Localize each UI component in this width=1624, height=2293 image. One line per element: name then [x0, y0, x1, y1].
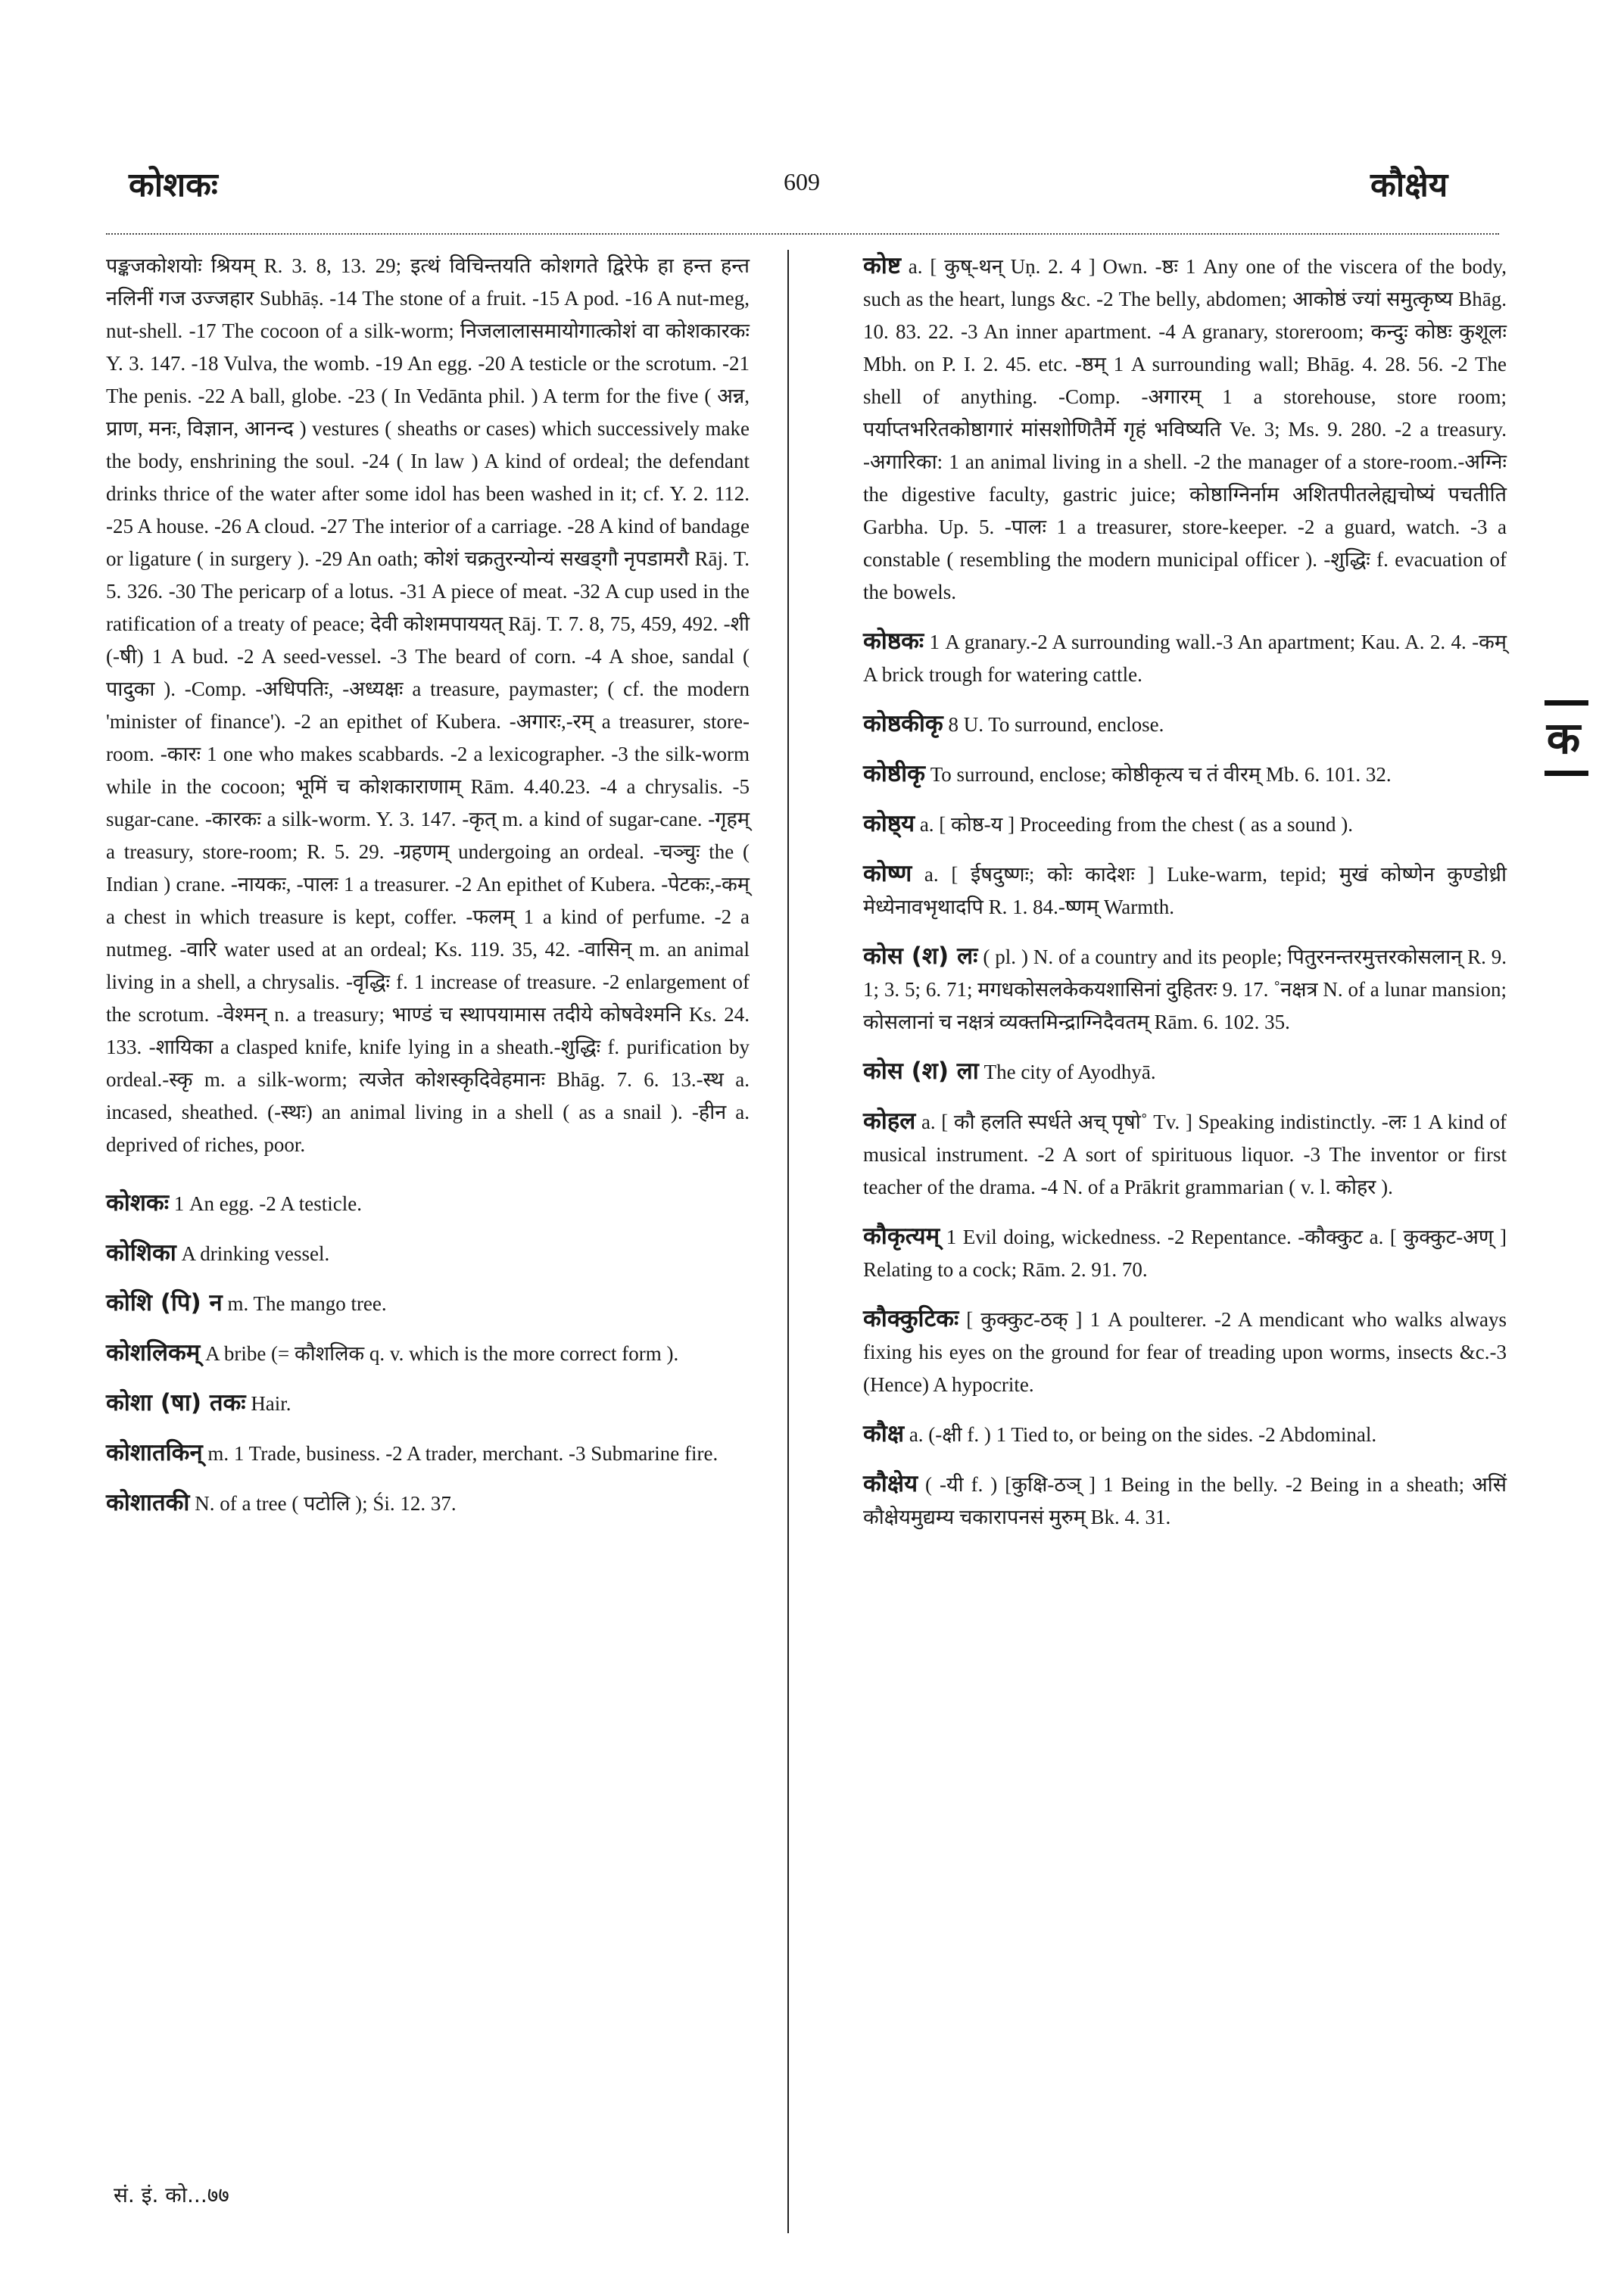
- dictionary-entry: [106, 1337, 750, 1370]
- dictionary-entry: [863, 708, 1507, 741]
- entry-headword: कोष्ठ्य: [863, 810, 915, 837]
- thumb-tab-bar-bottom: [1545, 771, 1588, 776]
- entry-headword: कोशकः: [106, 1189, 169, 1217]
- entry-headword: कोशिका: [106, 1239, 176, 1266]
- dictionary-entry: [863, 1303, 1507, 1401]
- thumb-tab-bar-top: [1545, 700, 1588, 706]
- entry-headword: कोष्ण: [863, 860, 912, 887]
- entry-definition: A drinking vessel.: [176, 1242, 330, 1265]
- dictionary-entry: [863, 858, 1507, 924]
- entry-headword: कोशलिकम्: [106, 1339, 201, 1366]
- dictionary-entry: [106, 1487, 750, 1520]
- entry-definition: 1 An egg. -2 A testicle.: [169, 1192, 362, 1215]
- page-number: 609: [784, 168, 820, 195]
- dictionary-entry: [106, 1387, 750, 1420]
- entry-definition: a. [ कौ हलति स्पर्धते अच् पृषो˚ Tv. ] Speaking indistinctly. -लः 1 A kind of musical instrument. -2 A sort of spirituous liquor. -3 The inventor or first teacher of the drama. -4 N. of a Prākrit grammarian ( v. l. कोहर ).: [863, 1111, 1507, 1198]
- entry-headword: कोस (श) ला: [863, 1058, 979, 1085]
- column-divider: [787, 250, 789, 2233]
- entry-definition: [ कुक्कुट-ठक् ] 1 A poulterer. -2 A mendicant who walks always fixing his eyes on the ground for fear of treading upon worms, insects &c.-3 (Hence) A hypocrite.: [863, 1308, 1507, 1396]
- entry-headword: कौकृत्यम्: [863, 1223, 940, 1250]
- dictionary-entry: [863, 1468, 1507, 1534]
- entry-headword: कोशातकी: [106, 1489, 190, 1516]
- dictionary-entry: [863, 625, 1507, 691]
- header-rule: [106, 233, 1499, 235]
- entry-definition: The city of Ayodhyā.: [978, 1061, 1156, 1083]
- dictionary-entry: [863, 250, 1507, 609]
- dictionary-entry: [863, 1220, 1507, 1286]
- entry-definition: ( -यी f. ) [कुक्षि-ठञ् ] 1 Being in the belly. -2 Being in a sheath; असिं कौक्षेयमुद्यम्य चकारापनसं मुरुम् Bk. 4. 31.: [863, 1473, 1507, 1528]
- entry-headword: कौक्ष: [863, 1420, 905, 1447]
- dictionary-entry: [106, 250, 750, 1161]
- entry-headword: कौक्कुटिकः: [863, 1305, 959, 1332]
- entry-definition: N. of a tree ( पटोलि ); Śi. 12. 37.: [189, 1492, 457, 1515]
- dictionary-entry: [863, 1418, 1507, 1451]
- thumb-tab-letter: क: [1546, 712, 1581, 764]
- entry-definition: a. [ कोष्ठ-य ] Proceeding from the chest ( as a sound ).: [915, 813, 1353, 836]
- dictionary-entry: [106, 1287, 750, 1320]
- running-head-left: कोशकः: [129, 166, 218, 204]
- left-column: [106, 250, 750, 1537]
- dictionary-entry: [106, 1237, 750, 1270]
- running-head-right: कौक्षेय: [1370, 166, 1448, 204]
- entry-headword: कोस (श) लः: [863, 942, 978, 970]
- entry-definition: a. (-क्षी f. ) 1 Tied to, or being on the sides. -2 Abdominal.: [904, 1423, 1377, 1446]
- entry-definition: a. [ कुष्-थन् Uṇ. 2. 4 ] Own. -ष्ठः 1 Any one of the viscera of the body, such as the heart, lungs &c. -2 The belly, abdomen; आकोष्ठं ज्यां समुत्कृष्य Bhāg. 10. 83. 22. -3 An inner apartment. -4 A granary, storeroom; कन्दुः कोष्ठः कुशूलः Mbh. on P. I. 2. 45. etc. -ष्ठम् 1 A surrounding wall; Bhāg. 4. 28. 56. -2 The shell of anything. -Comp. -अगारम् 1 a storehouse, store room; पर्याप्तभरितकोष्ठागारं मांसशोणितैर्मे गृहं भविष्यति Ve. 3; Ms. 9. 280. -2 a treasury. -अगारिका: 1 an animal living in a shell. -2 the manager of a store-room.-अग्निः the digestive faculty, gastric juice; कोष्ठाग्निर्नाम अशितपीतलेह्यचोष्यं पचतीति Garbha. Up. 5. -पालः 1 a treasurer, store-keeper. -2 a guard, watch. -3 a constable ( resembling the modern municipal officer ). -शुद्धिः f. evacuation of the bowels.: [863, 255, 1507, 603]
- dictionary-entry: [863, 1055, 1507, 1089]
- dictionary-entry: [863, 1105, 1507, 1204]
- entry-headword: कोशा (षा) तकः: [106, 1389, 246, 1416]
- entry-headword: कोहल: [863, 1108, 916, 1135]
- entry-headword: कोशातकिन्: [106, 1439, 203, 1466]
- entry-definition: 1 Evil doing, wickedness. -2 Repentance. -कौक्कुट a. [ कुक्कुट-अण् ] Relating to a cock; Rām. 2. 91. 70.: [863, 1226, 1507, 1281]
- entry-definition: To surround, enclose; कोष्ठीकृत्य च तं वीरम् Mb. 6. 101. 32.: [924, 763, 1392, 786]
- entry-headword: कोष्ट: [863, 252, 901, 279]
- entry-definition: Hair.: [245, 1392, 291, 1415]
- entry-headword: कोशि (पि) न: [106, 1289, 223, 1316]
- entry-definition: ( pl. ) N. of a country and its people; पितुरनन्तरमुत्तरकोसलान् R. 9. 1; 3. 5; 6. 71; मगधकोसलकेकयशासिनां दुहितरः 9. 17. ˚नक्षत्र N. of a lunar mansion; कोसलानां च नक्षत्रं व्यक्तमिन्द्राग्निदैवतम् Rām. 6. 102. 35.: [863, 946, 1507, 1033]
- dictionary-entry: [106, 1437, 750, 1470]
- entry-definition: 1 A granary.-2 A surrounding wall.-3 An apartment; Kau. A. 2. 4. -कम् A brick trough for watering cattle.: [863, 631, 1507, 686]
- entry-headword: कोष्ठकः: [863, 628, 924, 655]
- dictionary-entry: [863, 940, 1507, 1039]
- entry-definition: 8 U. To surround, enclose.: [943, 713, 1164, 736]
- entry-definition: पङ्कजकोशयोः श्रियम् R. 3. 8, 13. 29; इत्थं विचिन्तयति कोशगते द्विरेफे हा हन्त हन्त नलिनीं गज उज्जहार Subhāṣ. -14 The stone of a fruit. -15 A pod. -16 A nut-meg, nut-shell. -17 The cocoon of a silk-worm; निजलालासमायोगात्कोशं वा कोशकारकः Y. 3. 147. -18 Vulva, the womb. -19 An egg. -20 A testicle or the scrotum. -21 The penis. -22 A ball, globe. -23 ( In Vedānta phil. ) A term for the five ( अन्न, प्राण, मनः, विज्ञान, आनन्द ) vestures ( sheaths or cases) which successively make the body, enshrining the soul. -24 ( In law ) A kind of ordeal; the defendant drinks thrice of the water after some idol has been washed in it; cf. Y. 2. 112. -25 A house. -26 A cloud. -27 The interior of a carriage. -28 A kind of bandage or ligature ( in surgery ). -29 An oath; कोशं चक्रतुरन्योन्यं सखड्गौ नृपडामरौ Rāj. T. 5. 326. -30 The pericarp of a lotus. -31 A piece of meat. -32 A cup used in the ratification of a treaty of peace; देवी कोशमपाययत् Rāj. T. 7. 8, 75, 459, 492. -शी (-षी) 1 A bud. -2 A seed-vessel. -3 The beard of corn. -4 A shoe, sandal ( पादुका ). -Comp. -अधिपतिः, -अध्यक्षः a treasure, paymaster; ( cf. the modern 'minister of finance'). -2 an epithet of Kubera. -अगारः,-रम् a treasurer, store-room. -कारः 1 one who makes scabbards. -2 a lexicographer. -3 the silk-worm while in the cocoon; भूमिं च कोशकाराणाम् Rām. 4.40.23. -4 a chrysalis. -5 sugar-cane. -कारकः a silk-worm. Y. 3. 147. -कृत् m. a kind of sugar-cane. -गृहम् a treasury, store-room; R. 5. 29. -ग्रहणम् undergoing an ordeal. -चञ्चुः the ( Indian ) crane. -नायकः, -पालः 1 a treasurer. -2 An epithet of Kubera. -पेटकः,-कम् a chest in which treasure is kept, coffer. -फलम् 1 a kind of perfume. -2 a nutmeg. -वारि water used at an ordeal; Ks. 119. 35, 42. -वासिन् m. an animal living in a shell, a chrysalis. -वृद्धिः f. 1 increase of treasure. -2 enlargement of the scrotum. -वेश्मन् n. a treasury; भाण्डं च स्थापयामास तदीये कोषवेश्मनि Ks. 24. 133. -शायिका a clasped knife, knife lying in a sheath.-शुद्धिः f. purification by ordeal.-स्कृ m. a silk-worm; त्यजेत कोशस्कृदिवेहमानः Bhāg. 7. 6. 13.-स्थ a. incased, sheathed. (-स्थः) an animal living in a shell ( as a snail ). -हीन a. deprived of riches, poor.: [106, 254, 750, 1156]
- dictionary-entry: [863, 808, 1507, 841]
- entry-headword: कोष्ठकीकृ: [863, 710, 943, 737]
- dictionary-entry: [863, 758, 1507, 791]
- entry-headword: कोष्ठीकृ: [863, 760, 925, 787]
- entry-definition: a. [ ईषदुष्णः; कोः कादेशः ] Luke-warm, tepid; मुखं कोष्णेन कुण्डोध्री मेध्येनावभृथादपि R. 1. 84.-ष्णम् Warmth.: [863, 863, 1507, 918]
- entry-definition: m. The mango tree.: [222, 1292, 387, 1315]
- entry-definition: m. 1 Trade, business. -2 A trader, merchant. -3 Submarine fire.: [202, 1442, 718, 1465]
- entry-headword: कौक्षेय: [863, 1470, 918, 1497]
- right-column: [863, 250, 1507, 1550]
- entry-definition: A bribe (= कौशलिक q. v. which is the more correct form ).: [200, 1342, 679, 1365]
- signature-mark: सं. इं. को...७७: [114, 2182, 229, 2207]
- dictionary-entry: [106, 1187, 750, 1220]
